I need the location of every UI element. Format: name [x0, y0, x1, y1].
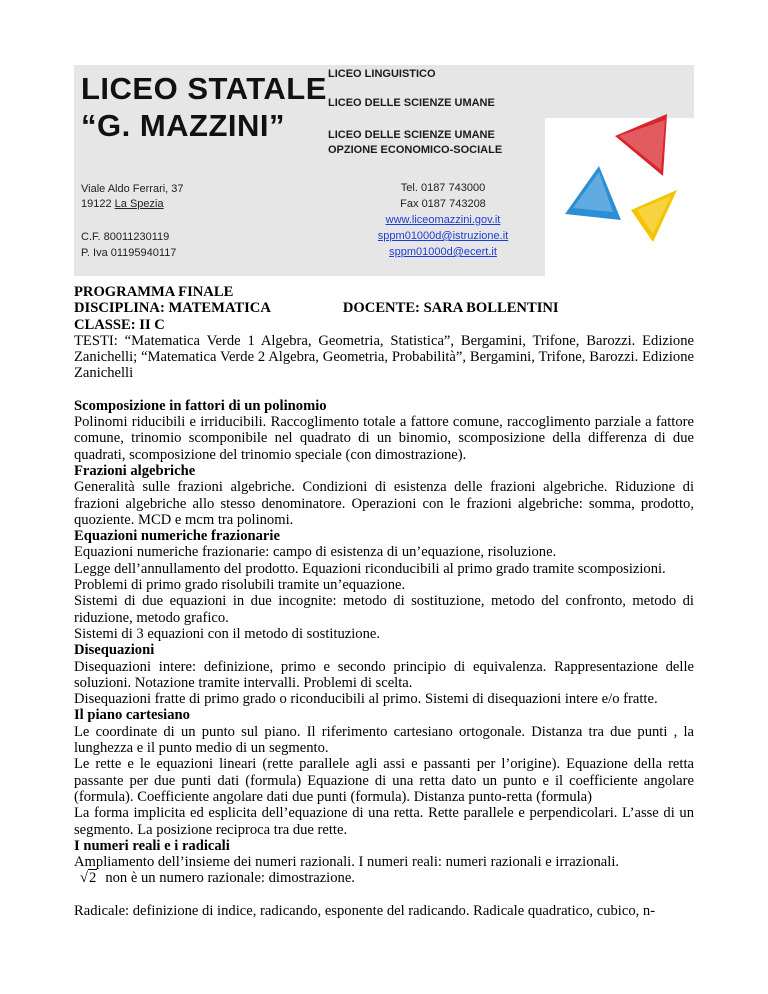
pec-link[interactable]: sppm01000d@ecert.it — [389, 246, 497, 258]
course-economico-sociale: OPZIONE ECONOMICO-SOCIALE — [328, 144, 503, 156]
address-city — [81, 197, 164, 212]
sqrt-radicand: 2 — [89, 870, 97, 887]
website-link[interactable]: www.liceomazzini.gov.it — [385, 214, 501, 226]
address-zip: 19122 — [81, 198, 115, 210]
sqrt-symbol: √ — [80, 870, 89, 887]
course-scienze-umane: LICEO DELLE SCIENZE UMANE — [328, 97, 495, 109]
section-text: Disequazioni intere: definizione, primo e secondo principio di equivalenza. Rappresentazione delle soluzioni. Notazione tramite intervalli. Problemi di scelta. — [74, 658, 694, 691]
section-title-equazioni: Equazioni numeriche frazionarie — [74, 528, 280, 545]
section-text: Le rette e le equazioni lineari (rette parallele agli assi e passanti per l’origine). Equazione della retta passante per due punti dati (formula) Equazione di una retta dato un punto e il coefficiente angolare (formula). Coefficiente angolare dati due punti (formula). Distanza punto-retta (formula) — [74, 756, 694, 805]
section-text: Legge dell’annullamento del prodotto. Equazioni riconducibili al primo grado tramite scomposizioni. — [74, 560, 666, 577]
section-text: Polinomi riducibili e irriducibili. Raccoglimento totale a fattore comune, raccoglimento parziale a fattore comune, trinomio scomponibile nel quadrato di un binomio, scomposizione della differenza di due quadrati, scomposizione del trinomio speciale (con dimostrazione). — [74, 414, 694, 463]
course-linguistico: LICEO LINGUISTICO — [328, 68, 436, 80]
section-title-disequazioni: Disequazioni — [74, 642, 155, 659]
document-body — [74, 284, 694, 919]
section-title-scomposizione: Scomposizione in fattori di un polinomio — [74, 397, 327, 414]
address-street: Viale Aldo Ferrari, 37 — [81, 183, 184, 195]
section-text: Sistemi di due equazioni in due incognite: metodo di sostituzione, metodo del confronto, metodo di riduzione, metodo grafico. — [74, 593, 694, 626]
school-name-line2: “G. MAZZINI” — [81, 108, 286, 143]
section-title-numeri-reali: I numeri reali e i radicali — [74, 837, 230, 854]
sqrt2-line — [74, 870, 694, 886]
school-name-line1: LICEO STATALE — [81, 71, 327, 106]
section-title-piano-cartesiano: Il piano cartesiano — [74, 707, 190, 724]
teacher: DOCENTE: SARA BOLLENTINI — [342, 300, 559, 317]
section-title-frazioni: Frazioni algebriche — [74, 462, 196, 479]
section-text: Le coordinate di un punto sul piano. Il riferimento cartesiano ortogonale. Distanza tra due punti , la lunghezza e il punto medio di un segmento. — [74, 723, 694, 757]
fiscal-code: C.F. 80011230119 — [81, 231, 170, 243]
sqrt2-statement: non è un numero razionale: dimostrazione. — [105, 870, 355, 887]
fax: Fax 0187 743208 — [400, 198, 486, 210]
section-text: Ampliamento dell’insieme dei numeri razionali. I numeri reali: numeri razionali e irrazionali. — [74, 854, 620, 871]
section-text: Generalità sulle frazioni algebriche. Condizioni di esistenza delle frazioni algebriche. Riduzione di frazioni algebriche allo stesso denominatore. Operazioni con le frazioni algebriche: somma, prodotto, quoziente. MCD e mcm tra polinomi. — [74, 479, 694, 528]
sqrt-two — [80, 870, 97, 886]
discipline: DISCIPLINA: MATEMATICA — [74, 300, 271, 317]
section-text: La forma implicita ed esplicita dell’equazione di una retta. Rette parallele e perpendicolari. L’asse di un segmento. La posizione reciproca tra due rette. — [74, 805, 694, 838]
email-link[interactable]: sppm01000d@istruzione.it — [377, 230, 509, 242]
course-scienze-umane-2: LICEO DELLE SCIENZE UMANE — [328, 129, 495, 141]
section-text: Problemi di primo grado risolubili tramite un’equazione. — [74, 577, 406, 594]
address-city-name: La Spezia — [114, 198, 164, 210]
textbooks: TESTI: “Matematica Verde 1 Algebra, Geometria, Statistica”, Bergamini, Trifone, Barozzi. Edizione Zanichelli; “Matematica Verde 2 Algebra, Geometria, Probabilità”, Bergamini, Trifone, Barozzi. Edizione Zanichelli — [74, 332, 694, 382]
school-name — [81, 70, 327, 144]
section-text: Radicale: definizione di indice, radicando, esponente del radicando. Radicale quadratico, cubico, n- — [74, 902, 656, 919]
section-text: Equazioni numeriche frazionarie: campo di esistenza di un’equazione, risoluzione. — [74, 544, 557, 561]
discipline-line — [74, 300, 694, 316]
section-text: Sistemi di 3 equazioni con il metodo di sostituzione. — [74, 625, 381, 642]
vat-number: P. Iva 01195940117 — [81, 247, 177, 259]
contacts — [348, 180, 538, 260]
school-logo — [555, 106, 695, 256]
doc-title: PROGRAMMA FINALE — [74, 284, 234, 300]
telephone: Tel. 0187 743000 — [400, 182, 486, 194]
section-text: Disequazioni fratte di primo grado o riconducibili al primo. Sistemi di disequazioni intere e/o fratte. — [74, 691, 658, 708]
class: CLASSE: II C — [74, 316, 165, 333]
